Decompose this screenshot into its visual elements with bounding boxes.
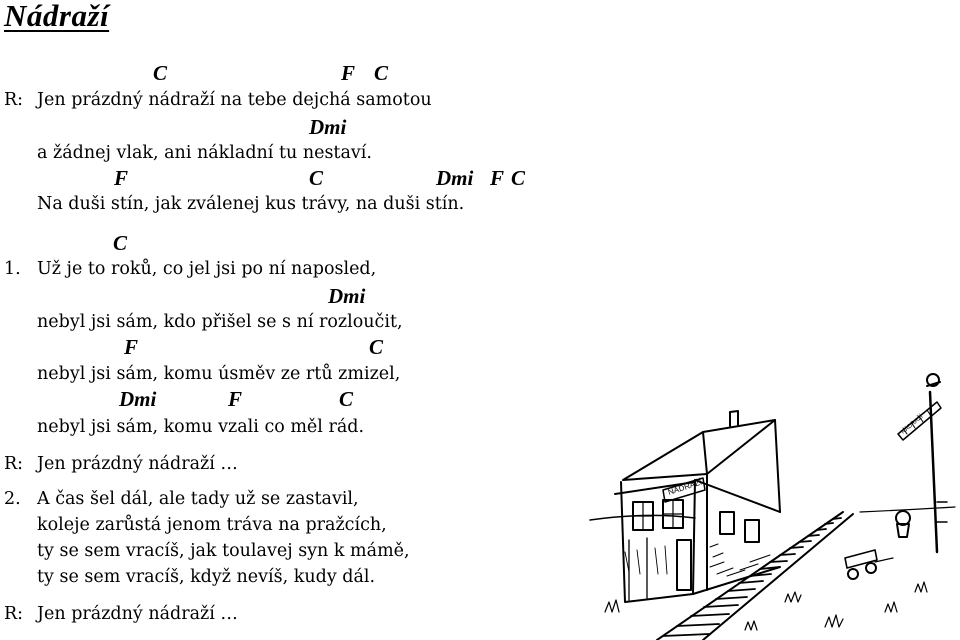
chord: C <box>113 231 128 255</box>
chord: C <box>309 166 324 190</box>
verse-number: 1. <box>4 259 21 279</box>
song-title: Nádraží <box>4 0 110 33</box>
lyric-line: nebyl jsi sám, komu úsměv ze rtů zmizel, <box>37 364 401 384</box>
lyric-line: ty se sem vracíš, když nevíš, kudy dál. <box>37 567 376 587</box>
refrain-marker: R: <box>4 604 24 624</box>
refrain-marker: R: <box>4 90 24 110</box>
station-sign-text: NÁDRAŽÍ <box>666 477 704 497</box>
chord: Dmi <box>328 284 366 308</box>
chord: C <box>369 335 384 359</box>
refrain-reference: Jen prázdný nádraží … <box>37 454 238 474</box>
railway-station-illustration <box>585 362 960 640</box>
chord: C <box>339 387 354 411</box>
chord: F <box>114 166 129 190</box>
station-roof <box>623 420 775 480</box>
lyric-line: koleje zarůstá jenom tráva na pražcích, <box>37 515 387 535</box>
chord: F <box>124 335 139 359</box>
chord: F <box>341 61 356 85</box>
chord: C <box>511 166 526 190</box>
chord: F <box>490 166 505 190</box>
signal-sign-text: NÁDRAŽÍ <box>900 414 925 436</box>
chord: Dmi <box>436 166 474 190</box>
lyric-line: nebyl jsi sám, kdo přišel se s ní rozloučit, <box>37 312 403 332</box>
lyric-line: Už je to roků, co jel jsi po ní naposled, <box>37 259 377 279</box>
refrain-marker: R: <box>4 454 24 474</box>
chord: Dmi <box>119 387 157 411</box>
chord: C <box>153 61 168 85</box>
chord: C <box>374 61 389 85</box>
refrain-reference: Jen prázdný nádraží … <box>37 604 238 624</box>
lyric-line: a žádnej vlak, ani nákladní tu nestaví. <box>37 143 372 163</box>
chord: F <box>228 387 243 411</box>
lyric-line: Na duši stín, jak zválenej kus trávy, na duši stín. <box>37 194 465 214</box>
lyric-line: nebyl jsi sám, komu vzali co měl rád. <box>37 417 365 437</box>
lyric-line: A čas šel dál, ale tady už se zastavil, <box>37 489 359 509</box>
verse-number: 2. <box>4 489 21 509</box>
lyric-line: Jen prázdný nádraží na tebe dejchá samotou <box>37 90 432 110</box>
chord: Dmi <box>309 115 347 139</box>
lyric-line: ty se sem vracíš, jak toulavej syn k mámě, <box>37 541 410 561</box>
